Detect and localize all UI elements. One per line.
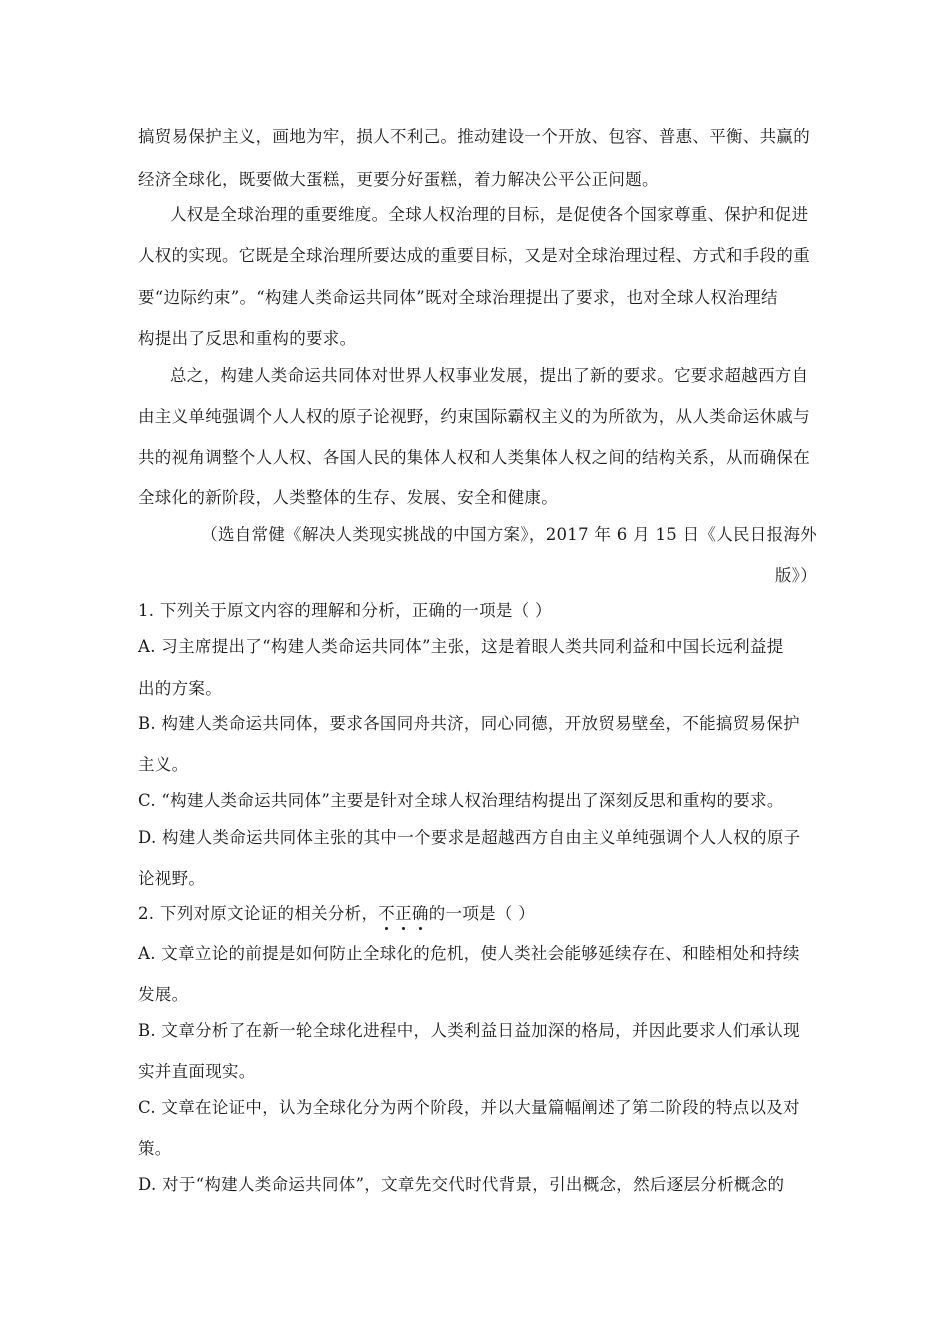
question-1-stem: 1. 下列关于原文内容的理解和分析，正确的一项是（ ） bbox=[138, 601, 552, 620]
q2-stem-text: 2. 下列对原文论证的相关分析， bbox=[138, 904, 379, 923]
q1-option-c: C. “构建人类命运共同体”主要是针对全球人权治理结构提出了深刻反思和重构的要求。 bbox=[138, 791, 784, 810]
paragraph-line: 人权是全球治理的重要维度。全球人权治理的目标，是促使各个国家尊重、保护和促进 bbox=[170, 205, 809, 224]
q1-option-d: D. 构建人类命运共同体主张的其中一个要求是超越西方自由主义单纯强调个人人权的原子 bbox=[138, 828, 801, 847]
q2-option-b: 实并直面现实。 bbox=[138, 1062, 256, 1081]
paragraph-line: 构提出了反思和重构的要求。 bbox=[138, 329, 357, 348]
emphasis-char: 正 bbox=[395, 904, 412, 923]
q1-option-b: 主义。 bbox=[138, 755, 189, 774]
q2-option-d: D. 对于“构建人类命运共同体”，文章先交代时代背景，引出概念，然后逐层分析概念的 bbox=[138, 1175, 785, 1194]
paragraph-line: 总之，构建人类命运共同体对世界人权事业发展，提出了新的要求。它要求超越西方自 bbox=[170, 366, 809, 385]
q2-option-a: A. 文章立论的前提是如何防止全球化的危机，使人类社会能够延续存在、和睦相处和持续 bbox=[138, 944, 800, 963]
q1-option-b: B. 构建人类命运共同体，要求各国同舟共济，同心同德，开放贸易壁垒，不能搞贸易保护 bbox=[138, 714, 800, 733]
paragraph-line: 要“边际约束”。“构建人类命运共同体”既对全球治理提出了要求，也对全球人权治理结 bbox=[138, 288, 778, 307]
q2-option-c: C. 文章在论证中，认为全球化分为两个阶段，并以大量篇幅阐述了第二阶段的特点以及对 bbox=[138, 1098, 800, 1117]
q1-option-a: A. 习主席提出了“构建人类命运共同体”主张，这是着眼人类共同利益和中国长远利益提 bbox=[138, 637, 784, 656]
paragraph-line: 经济全球化，既要做大蛋糕，更要分好蛋糕，着力解决公平公正问题。 bbox=[138, 170, 659, 189]
source-citation: 版》） bbox=[774, 566, 817, 585]
q2-option-b: B. 文章分析了在新一轮全球化进程中，人类利益日益加深的格局，并因此要求人们承认现 bbox=[138, 1021, 800, 1040]
q2-stem-text: 的一项是（ ） bbox=[428, 904, 536, 923]
emphasis-char: 确 bbox=[411, 904, 429, 923]
paragraph-line: 人权的实现。它既是全球治理所要达成的重要目标，又是对全球治理过程、方式和手段的重 bbox=[138, 246, 810, 265]
source-citation: （选自常健《解决人类现实挑战的中国方案》，2017 年 6 月 15 日《人民日报海外 bbox=[201, 525, 817, 544]
emphasis-char: 不 bbox=[378, 904, 396, 923]
paragraph-line: 全球化的新阶段，人类整体的生存、发展、安全和健康。 bbox=[138, 488, 558, 507]
paragraph-line: 由主义单纯强调个人人权的原子论视野，约束国际霸权主义的为所欲为，从人类命运休戚与 bbox=[138, 407, 810, 426]
q1-option-a: 出的方案。 bbox=[138, 679, 222, 698]
question-2-stem bbox=[138, 904, 535, 924]
q1-option-d: 论视野。 bbox=[138, 869, 206, 888]
paragraph-line: 搞贸易保护主义，画地为牢，损人不利己。推动建设一个开放、包容、普惠、平衡、共赢的 bbox=[138, 127, 810, 146]
q2-option-c: 策。 bbox=[138, 1139, 172, 1158]
paragraph-line: 共的视角调整个人人权、各国人民的集体人权和人类集体人权之间的结构关系，从而确保在 bbox=[138, 448, 810, 467]
q2-option-a: 发展。 bbox=[138, 985, 189, 1004]
